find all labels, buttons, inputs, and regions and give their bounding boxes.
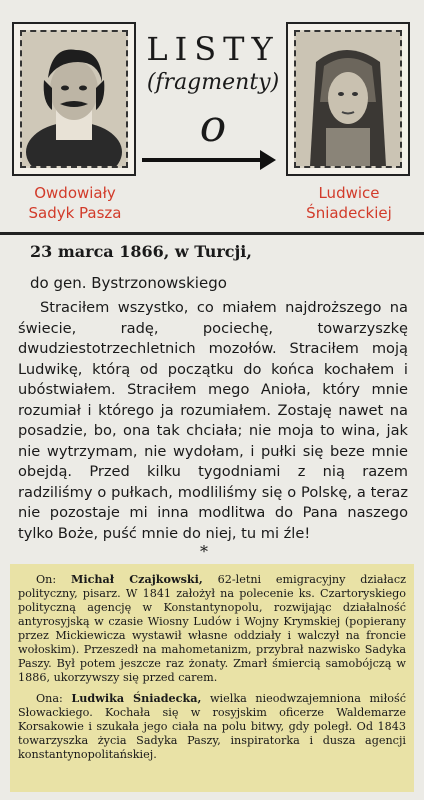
subtitle: (fragmenty) [146, 70, 280, 95]
recipient-name-line2: Śniadeckiej [306, 204, 392, 222]
portrait-frame [20, 30, 128, 168]
note-on-text: 62-letni emigracyjny działacz polityczny, pisarz. W 1841 założył na polecenie ks. Czartoryskiego polityczną agencję w Konstantynopolu, rozwijając działalność antyrosyjską w czasie Wiosny Ludów i Wojny Krymskiej (popierany przez Mickiewicza wystawił własne oddziały i walczył na froncie wołoskim). Przeszedł na mahometanizm, przybrał nazwisko Sadyka Paszy. Był potem jeszcze raz żonaty. Zmarł śmiercią samobójczą w 1886, ukorzywszy się przed carem. [18, 573, 407, 684]
letter-date: 23 marca 1866, w Turcji, [30, 242, 252, 261]
note-ona-text: wielka nieodwzajemniona miłość Słowackiego. Kochała się w rosyjskim oficerze Waldemarze Korsakowie i szukała jego ciała na polu bitwy, gdy poległ. Od 1843 towarzyszka życia Sadyka Paszy, inspiratorka i dusza agencji konstantynopolitańskiej. [18, 692, 406, 761]
note-ona-name: Ludwika Śniadecka, [71, 691, 202, 705]
recipient-name-line1: Ludwice [318, 184, 380, 202]
recipient-name [274, 183, 424, 223]
sender-name-line1: Owdowiały [34, 184, 116, 202]
note-on-name: Michał Czajkowski, [70, 572, 203, 586]
man-portrait-image [22, 32, 126, 166]
biographical-notes [10, 564, 414, 792]
title-block [140, 30, 286, 152]
header [0, 0, 424, 235]
note-ona [10, 691, 414, 762]
woman-portrait-image [296, 32, 400, 166]
letter-body: Straciłem wszystko, co miałem najdroższego na świecie, radę, pociechę, towarzyszkę dwudziestotrzechletnich mozołów. Straciłem moją Ludwikę, którą od początku do końca kochałem i ubóstwiałem. Straciłem mego Anioła, który mnie rozumiał i którego ja rozumiałem. Zostaję nawet na posadzie, bo, ona tak chciała; nie moja to wina, jak nie wytrzymam, nie wydołam, i pułki się beze mnie obejdą. Przed kilku tygodniami z nią razem radziliśmy o pułkach, modliliśmy się o Polskę, a teraz nie pozostaje mi inna modlitwa do Pana naszego tylko Boże, puść mnie do niej, tu mi źle! [18, 299, 408, 542]
note-ona-label: Ona: [36, 692, 63, 705]
portrait-frame [294, 30, 402, 168]
note-on [10, 564, 414, 685]
portrait-ludwika-sniadecka [286, 22, 410, 176]
sender-name [0, 183, 150, 223]
portrait-sadyk-pasza [12, 22, 136, 176]
divider [0, 232, 424, 235]
separator-star: * [200, 542, 208, 561]
note-on-label: On: [36, 573, 57, 586]
arrow-right-icon [138, 140, 278, 180]
letter-addressee: do gen. Bystrzonowskiego [30, 274, 227, 292]
preposition: o [199, 101, 227, 152]
title: LISTY [146, 30, 280, 68]
sender-name-line2: Sadyk Pasza [28, 204, 122, 222]
